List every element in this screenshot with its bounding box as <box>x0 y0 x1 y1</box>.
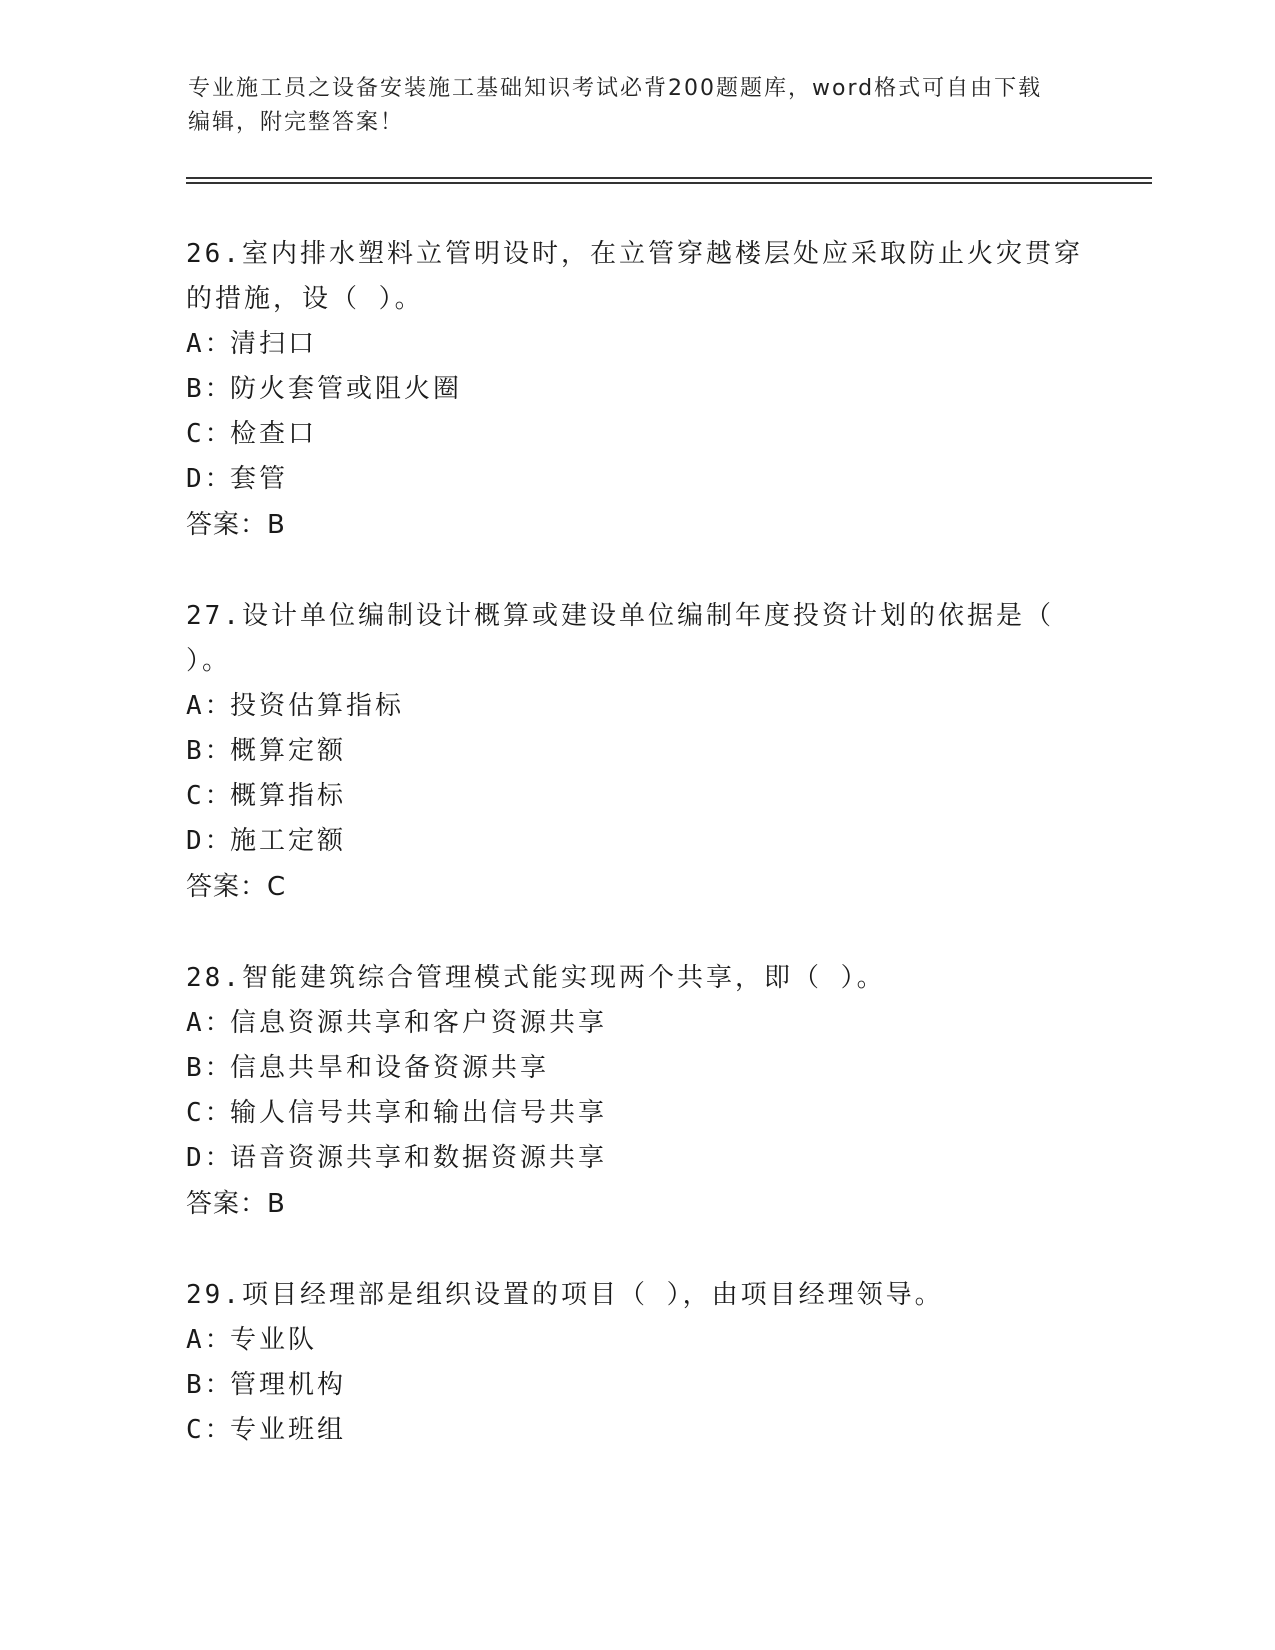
option-letter: B： <box>186 736 234 766</box>
question-stem: 28.智能建筑综合管理模式能实现两个共享，即（ ）。 <box>186 963 886 993</box>
option-letter: C： <box>186 781 234 811</box>
answer-label: 答案：B <box>186 510 286 540</box>
option-letter: A： <box>186 691 234 721</box>
option-b <box>186 367 1086 412</box>
option-a <box>186 684 1086 729</box>
header-divider-top <box>186 177 1152 179</box>
option-letter: A： <box>186 1008 234 1038</box>
header-line-1: 专业施工员之设备安装施工基础知识考试必背200题题库，word格式可自由下载 <box>188 76 1043 101</box>
option-a <box>186 1001 1086 1046</box>
option-text: 套管 <box>230 464 289 494</box>
document-header <box>188 72 1068 140</box>
option-b <box>186 729 1086 774</box>
option-text: 防火套管或阻火圈 <box>230 374 463 404</box>
option-letter: A： <box>186 1325 234 1355</box>
option-text: 信息资源共享和客户资源共享 <box>230 1008 608 1038</box>
option-text: 施工定额 <box>230 826 347 856</box>
option-letter: D： <box>186 464 234 494</box>
option-a <box>186 1318 1086 1363</box>
option-c <box>186 412 1086 457</box>
option-d <box>186 457 1086 502</box>
option-b <box>186 1046 1086 1091</box>
option-text: 专业队 <box>230 1325 318 1355</box>
option-text: 输人信号共享和输出信号共享 <box>230 1098 608 1128</box>
option-text: 清扫口 <box>230 329 318 359</box>
option-letter: A： <box>186 329 234 359</box>
question-28 <box>186 956 1086 1227</box>
question-list <box>186 232 1086 1499</box>
option-text: 专业班组 <box>230 1415 347 1445</box>
option-letter: C： <box>186 1415 234 1445</box>
option-letter: B： <box>186 1370 234 1400</box>
option-letter: C： <box>186 419 234 449</box>
option-d <box>186 819 1086 864</box>
question-stem: 26.室内排水塑料立管明设时，在立管穿越楼层处应采取防止火灾贯穿 <box>186 239 1083 269</box>
question-27 <box>186 594 1086 910</box>
option-text: 语音资源共享和数据资源共享 <box>230 1143 608 1173</box>
option-text: 概算指标 <box>230 781 347 811</box>
option-text: 管理机构 <box>230 1370 347 1400</box>
header-divider-bottom <box>186 182 1152 184</box>
option-letter: C： <box>186 1098 234 1128</box>
question-29 <box>186 1273 1086 1453</box>
answer-label: 答案：C <box>186 872 287 902</box>
option-letter: D： <box>186 1143 234 1173</box>
option-c <box>186 1091 1086 1136</box>
question-stem-continued: ）。 <box>186 646 232 676</box>
option-letter: B： <box>186 374 234 404</box>
header-line-2: 编辑，附完整答案！ <box>188 110 405 135</box>
option-c <box>186 1408 1086 1453</box>
option-a <box>186 322 1086 367</box>
option-text: 信息共旱和设备资源共享 <box>230 1053 550 1083</box>
option-letter: D： <box>186 826 234 856</box>
option-b <box>186 1363 1086 1408</box>
question-stem-continued: 的措施，设（ ）。 <box>186 284 424 314</box>
option-text: 投资估算指标 <box>230 691 405 721</box>
option-letter: B： <box>186 1053 234 1083</box>
answer-label: 答案：B <box>186 1189 286 1219</box>
question-stem: 29.项目经理部是组织设置的项目（ ），由项目经理领导。 <box>186 1280 944 1310</box>
question-stem: 27.设计单位编制设计概算或建设单位编制年度投资计划的依据是（ <box>186 601 1054 631</box>
option-text: 概算定额 <box>230 736 347 766</box>
question-26 <box>186 232 1086 548</box>
option-d <box>186 1136 1086 1181</box>
option-text: 检查口 <box>230 419 318 449</box>
option-c <box>186 774 1086 819</box>
